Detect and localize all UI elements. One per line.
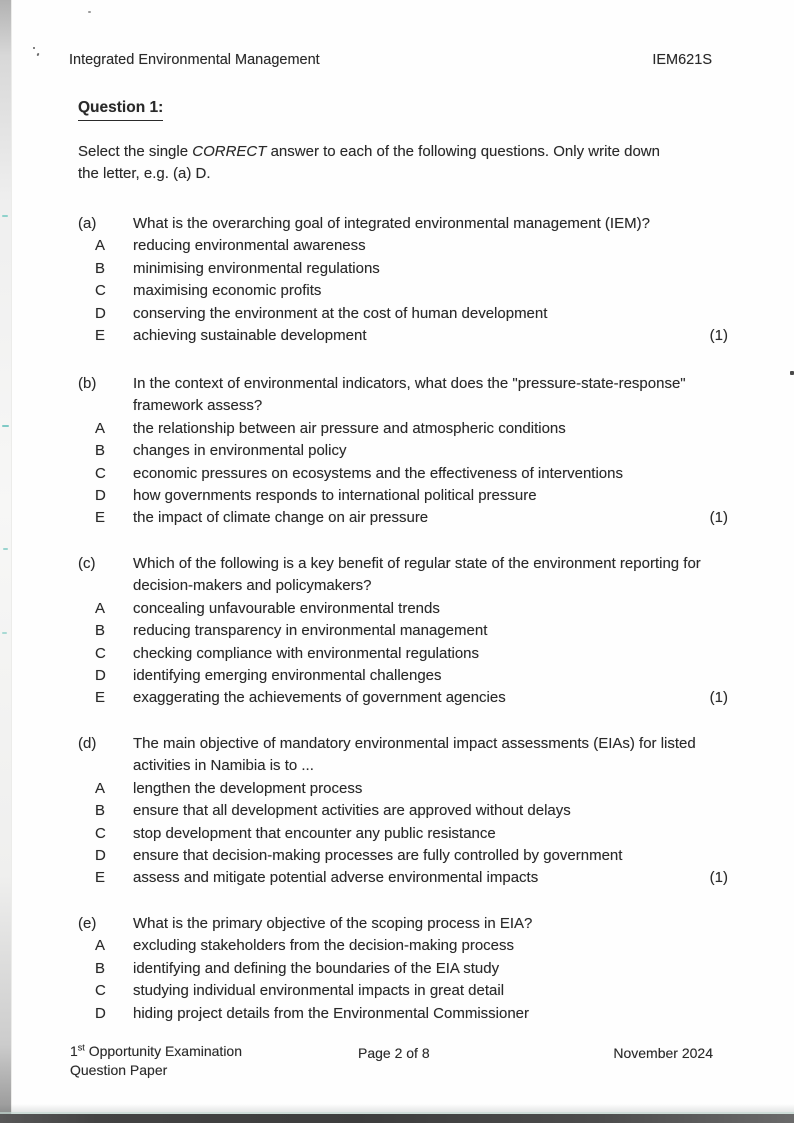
question-label: (a) [78, 215, 97, 232]
option-row [0, 980, 794, 1002]
option-row [0, 485, 794, 507]
option-row [0, 687, 794, 709]
marks-badge: (1) [709, 869, 728, 887]
option-row [0, 845, 794, 867]
option-row [0, 258, 794, 280]
option-letter: B [95, 622, 106, 640]
question-block-a [0, 213, 794, 347]
instructions-part2: answer to each of the following questions. Only write down the letter, e.g. (a) D. [78, 143, 660, 183]
instructions-emphasis: CORRECT [192, 143, 267, 160]
scan-speck [36, 53, 39, 57]
option-letter: A [95, 419, 106, 437]
option-text: ensure that decision-making processes are fully controlled by government [133, 847, 623, 865]
option-text: stop development that encounter any public resistance [133, 824, 496, 842]
option-letter: C [95, 982, 106, 1000]
scan-speck [3, 548, 8, 550]
question-heading: Question 1: [78, 97, 163, 121]
footer-exam-info [70, 1042, 242, 1080]
option-row [0, 620, 794, 642]
option-letter: A [95, 599, 106, 617]
option-row [0, 303, 794, 325]
option-text: hiding project details from the Environmental Commissioner [133, 1004, 530, 1022]
question-block-b [0, 373, 794, 530]
option-row [0, 935, 794, 957]
option-letter: D [95, 667, 106, 685]
option-letter: A [95, 779, 106, 797]
option-text: economic pressures on ecosystems and the effectiveness of interventions [133, 464, 623, 482]
footer-exam-line2: Question Paper [70, 1062, 168, 1078]
footer-exam-number: 1 [70, 1043, 78, 1059]
footer-exam-rest: Opportunity Examination [84, 1043, 243, 1059]
option-text: achieving sustainable development [133, 327, 367, 345]
option-row [0, 958, 794, 980]
option-letter: E [95, 327, 106, 345]
scan-speck [33, 47, 35, 49]
course-code: IEM621S [652, 52, 712, 68]
question-block-e [0, 913, 794, 1025]
instructions-part1: Select the single [78, 143, 193, 160]
instructions [78, 141, 678, 186]
option-row [0, 823, 794, 845]
option-text: maximising economic profits [133, 282, 322, 300]
question-row [0, 913, 794, 935]
option-row [0, 440, 794, 462]
question-label: (d) [78, 735, 97, 752]
footer-exam-ordinal: st [77, 1042, 85, 1053]
option-text: the impact of climate change on air pressure [133, 509, 429, 527]
question-row [0, 553, 794, 598]
option-row [0, 280, 794, 302]
option-row [0, 800, 794, 822]
option-text: checking compliance with environmental regulations [133, 644, 480, 662]
option-text: conserving the environment at the cost of human development [133, 304, 548, 322]
question-text: What is the primary objective of the scoping process in EIA? [133, 915, 533, 932]
option-letter: E [95, 689, 106, 707]
option-text: changes in environmental policy [133, 442, 347, 460]
option-letter: A [95, 937, 106, 955]
question-block-d [0, 733, 794, 890]
option-row [0, 325, 794, 347]
question-text: In the context of environmental indicators, what does the "pressure-state-response" framework assess? [133, 375, 686, 415]
option-text: concealing unfavourable environmental trends [133, 599, 440, 617]
question-text: The main objective of mandatory environmental impact assessments (EIAs) for listed activities in Namibia is to ... [133, 735, 696, 775]
option-text: ensure that all development activities are approved without delays [133, 802, 571, 820]
option-letter: D [95, 487, 106, 505]
marks-badge: (1) [709, 689, 728, 707]
option-text: studying individual environmental impacts in great detail [133, 982, 505, 1000]
option-text: assess and mitigate potential adverse environmental impacts [133, 869, 539, 887]
question-row [0, 213, 794, 235]
question-label: (c) [78, 555, 96, 572]
option-row [0, 235, 794, 257]
question-label: (b) [78, 375, 97, 392]
option-text: excluding stakeholders from the decision-making process [133, 937, 515, 955]
question-label: (e) [78, 915, 97, 932]
option-letter: C [95, 464, 106, 482]
question-block-c [0, 553, 794, 710]
option-letter: B [95, 442, 106, 460]
option-text: minimising environmental regulations [133, 259, 380, 277]
option-text: identifying emerging environmental challenges [133, 667, 442, 685]
footer-date: November 2024 [613, 1045, 713, 1061]
document-title: Integrated Environmental Management [69, 52, 320, 68]
option-text: the relationship between air pressure and atmospheric conditions [133, 419, 566, 437]
option-letter: D [95, 847, 106, 865]
option-text: exaggerating the achievements of government agencies [133, 689, 506, 707]
option-row [0, 643, 794, 665]
option-row [0, 598, 794, 620]
option-row [0, 1003, 794, 1025]
option-text: reducing transparency in environmental management [133, 622, 488, 640]
option-row [0, 665, 794, 687]
option-letter: C [95, 644, 106, 662]
option-letter: D [95, 1004, 106, 1022]
scan-bottom-shadow [0, 1104, 794, 1112]
option-letter: C [95, 282, 106, 300]
footer-exam-line1 [70, 1042, 242, 1061]
option-letter: A [95, 237, 106, 255]
option-text: reducing environmental awareness [133, 237, 366, 255]
marks-badge: (1) [709, 327, 728, 345]
option-letter: B [95, 259, 106, 277]
question-row [0, 373, 794, 418]
question-text: Which of the following is a key benefit of regular state of the environment reporting for decision-makers and policymakers? [133, 555, 701, 595]
question-row [0, 733, 794, 778]
marks-badge: (1) [709, 509, 728, 527]
option-row [0, 507, 794, 529]
option-letter: C [95, 824, 106, 842]
option-letter: B [95, 959, 106, 977]
option-row [0, 867, 794, 889]
option-text: identifying and defining the boundaries of the EIA study [133, 959, 500, 977]
option-letter: B [95, 802, 106, 820]
option-text: how governments responds to international political pressure [133, 487, 537, 505]
scan-bottom-edge [0, 1114, 794, 1123]
option-letter: D [95, 304, 106, 322]
option-row [0, 778, 794, 800]
option-letter: E [95, 509, 106, 527]
scan-speck [88, 11, 91, 13]
option-row [0, 418, 794, 440]
option-text: lengthen the development process [133, 779, 363, 797]
option-row [0, 463, 794, 485]
option-letter: E [95, 869, 106, 887]
question-text: What is the overarching goal of integrated environmental management (IEM)? [133, 215, 650, 232]
page-indicator: Page 2 of 8 [358, 1045, 430, 1061]
